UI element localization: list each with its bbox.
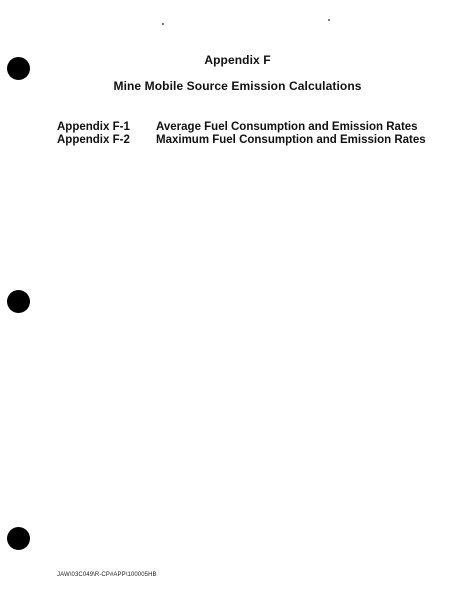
appendix-code: Appendix F-1: [57, 121, 130, 133]
scan-speck: [162, 23, 164, 25]
appendix-subtitle: Mine Mobile Source Emission Calculations: [113, 79, 362, 93]
appendix-title: Appendix F: [204, 53, 271, 67]
punch-hole-bottom: [7, 527, 30, 550]
appendix-entry-title: Maximum Fuel Consumption and Emission Rates: [156, 134, 426, 146]
footer-file-code: JAW\03C049\R-CP#APP\100005HB: [57, 572, 157, 578]
appendix-code: Appendix F-2: [57, 134, 130, 146]
appendix-entry-title: Average Fuel Consumption and Emission Rates: [156, 121, 418, 133]
scan-speck: [328, 19, 330, 21]
punch-hole-middle: [7, 290, 30, 313]
